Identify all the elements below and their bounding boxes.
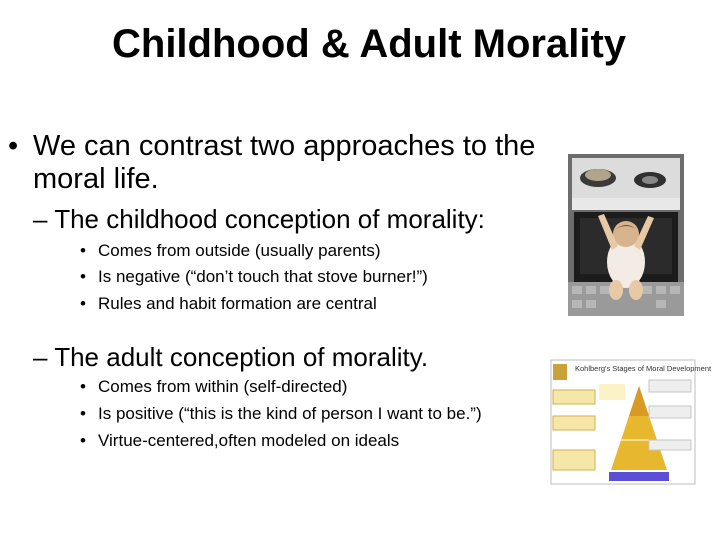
bullet-marker: • bbox=[8, 130, 19, 162]
childhood-item: • Rules and habit formation are central bbox=[80, 294, 377, 313]
childhood-heading: – The childhood conception of morality: bbox=[33, 204, 485, 234]
kohlberg-chart bbox=[551, 360, 712, 484]
adult-item: • Virtue-centered,often modeled on ideals bbox=[80, 431, 400, 450]
stove-photo bbox=[568, 154, 684, 316]
childhood-item: • Is negative (“don’t touch that stove burner!”) bbox=[80, 267, 428, 286]
adult-item: • Comes from within (self-directed) bbox=[80, 377, 348, 396]
adult-item: • Is positive (“this is the kind of person I want to be.”) bbox=[80, 404, 482, 423]
chart-title: Kohlberg's Stages of Moral Development bbox=[575, 364, 712, 373]
adult-heading: – The adult conception of morality. bbox=[33, 342, 429, 372]
main-bullet-text: We can contrast two approaches to the moral life. bbox=[33, 130, 536, 195]
main-bullet bbox=[8, 130, 548, 196]
childhood-item: • Comes from outside (usually parents) bbox=[80, 241, 381, 260]
slide-title: Childhood & Adult Morality bbox=[112, 22, 627, 66]
